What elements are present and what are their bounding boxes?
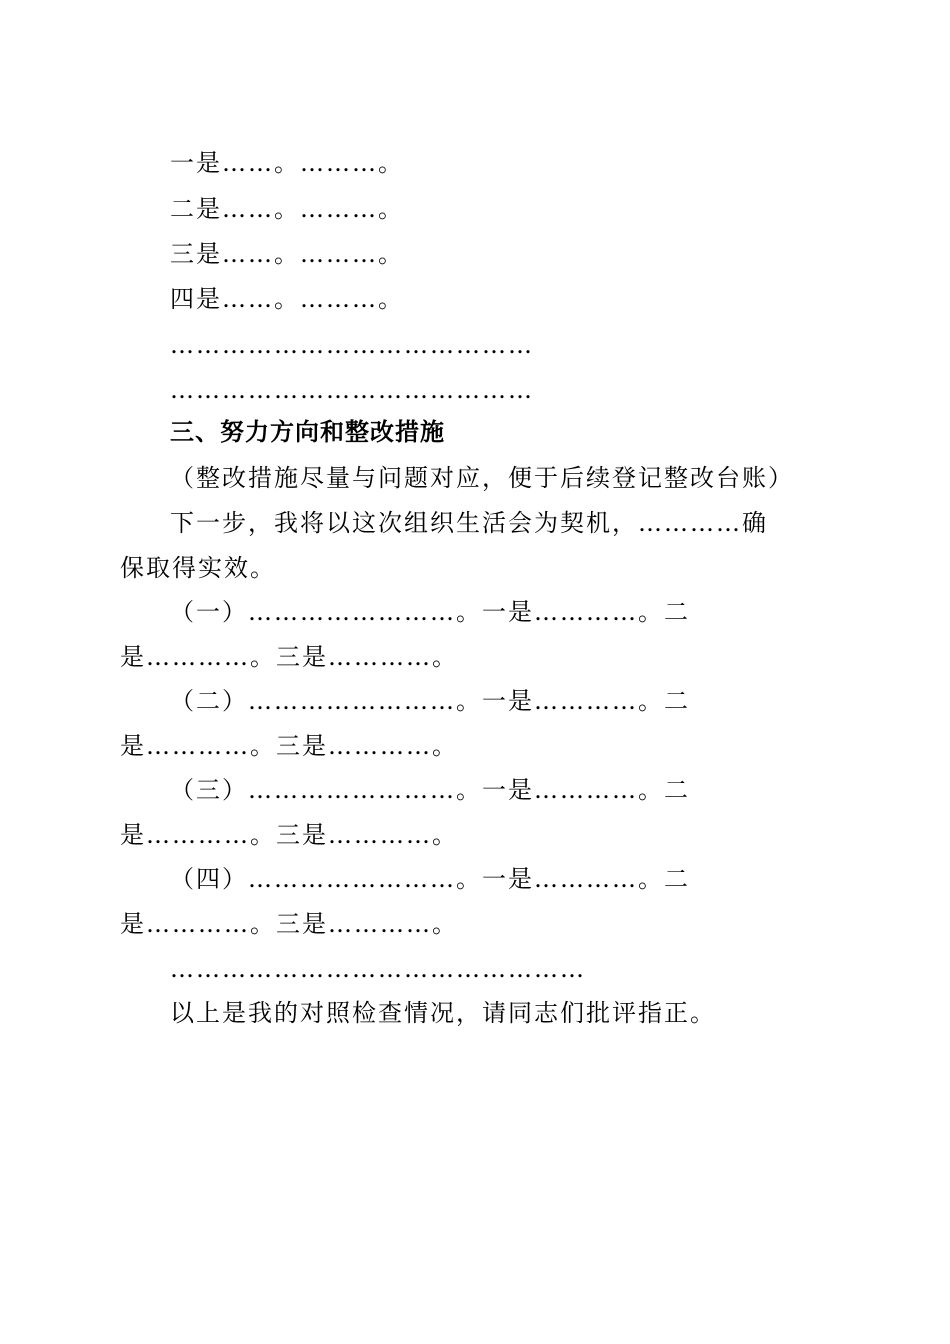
closing-sentence: 以上是我的对照检查情况，请同志们批评指正。 bbox=[170, 999, 716, 1027]
measure-3-line-1: （三）……………………。一是…………。二 bbox=[170, 776, 690, 804]
measure-2-line-2: 是…………。三是…………。 bbox=[120, 732, 458, 760]
intro-paragraph-line-1: 下一步，我将以这次组织生活会为契机，…………确 bbox=[170, 509, 768, 537]
section-heading: 三、努力方向和整改措施 bbox=[170, 418, 445, 446]
ellipsis-line-3: ………………………………………… bbox=[170, 955, 586, 983]
measure-4-line-2: 是…………。三是…………。 bbox=[120, 910, 458, 938]
section-note: （整改措施尽量与问题对应，便于后续登记整改台账） bbox=[170, 464, 794, 492]
measure-4-line-1: （四）……………………。一是…………。二 bbox=[170, 865, 690, 893]
ellipsis-line-1: …………………………………… bbox=[170, 331, 534, 359]
measure-1-line-1: （一）……………………。一是…………。二 bbox=[170, 598, 690, 626]
point-item-1: 一是……。………。 bbox=[170, 149, 404, 177]
intro-paragraph-line-2: 保取得实效。 bbox=[120, 554, 276, 582]
measure-2-line-1: （二）……………………。一是…………。二 bbox=[170, 687, 690, 715]
point-item-3: 三是……。………。 bbox=[170, 240, 404, 268]
point-item-4: 四是……。………。 bbox=[170, 285, 404, 313]
measure-1-line-2: 是…………。三是…………。 bbox=[120, 643, 458, 671]
ellipsis-line-2: …………………………………… bbox=[170, 376, 534, 404]
measure-3-line-2: 是…………。三是…………。 bbox=[120, 821, 458, 849]
point-item-2: 二是……。………。 bbox=[170, 195, 404, 223]
